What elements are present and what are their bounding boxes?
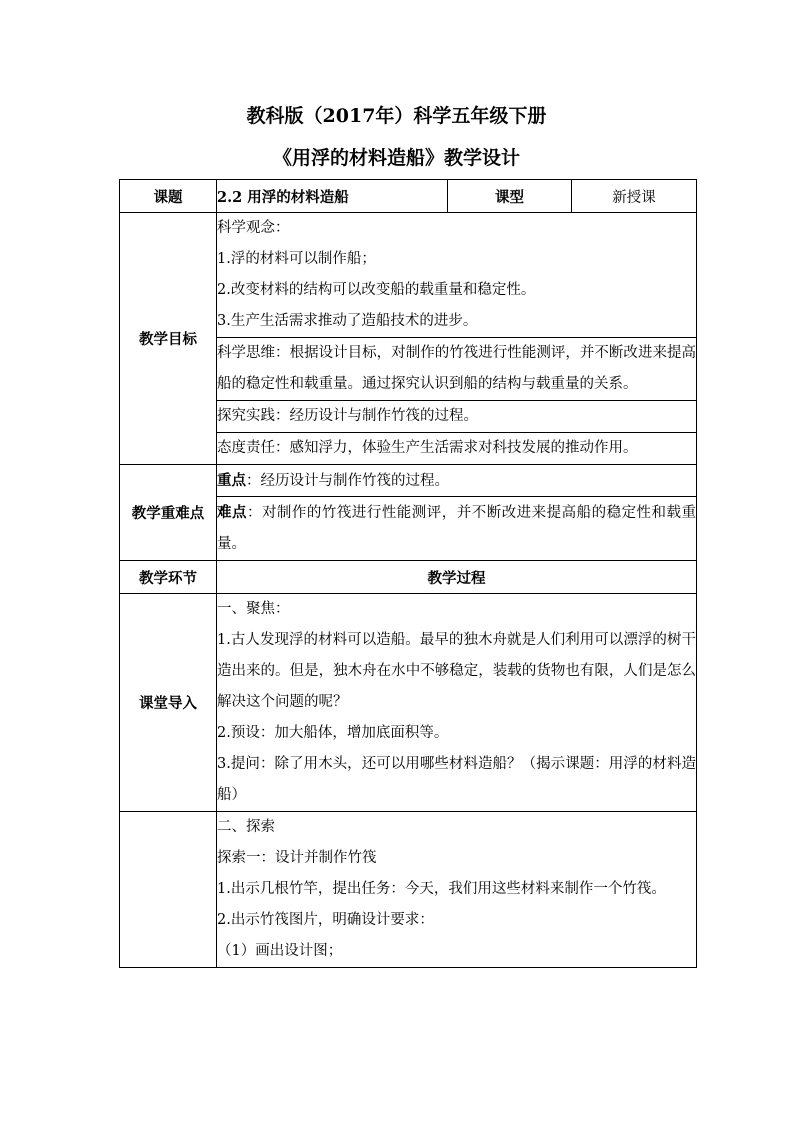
document-title: 教科版（2017年）科学五年级下册: [246, 105, 547, 127]
goals-concept-line: 科学观念：: [217, 220, 290, 236]
document-subtitle: 《用浮的材料造船》教学设计: [272, 147, 520, 169]
lesson-plan-table: [119, 179, 697, 968]
goals-practice-text: 探究实践：经历设计与制作竹筏的过程。: [217, 408, 478, 424]
goals-label: 教学目标: [120, 213, 217, 465]
difficult-content: ：对制作的竹筏进行性能测评，并不断改进来提高船的稳定性和载重量。: [217, 505, 696, 552]
process-header: 教学过程: [217, 561, 697, 594]
explore-line: 2.出示竹筏图片，明确设计要求：: [217, 912, 434, 928]
table-row-topic: [120, 180, 697, 213]
intro-item: 1.古人发现浮的材料可以造船。最早的独木舟就是人们利用可以漂浮的树干造出来的。但是，独木舟在水中不够稳定，装载的货物也有限，人们是怎么解决这个问题的呢？: [217, 632, 696, 710]
explore-label: [120, 812, 217, 968]
keypoint-label: 重点: [217, 472, 246, 489]
keypoint-content: ：经历设计与制作竹筏的过程。: [246, 473, 449, 489]
goals-concept-line: 2.改变材料的结构可以改变船的载重量和稳定性。: [217, 282, 536, 298]
intro-item: 3.提问：除了用木头，还可以用哪些材料造船？（揭示课题：用浮的材料造船）: [217, 756, 696, 803]
explore-line: 1.出示几根竹竿，提出任务：今天，我们用这些材料来制作一个竹筏。: [217, 881, 666, 897]
topic-label: 课题: [120, 180, 217, 213]
difficult-text: [217, 497, 696, 560]
keypoints-label: 教学重难点: [120, 465, 217, 561]
goals-concept-line: 1.浮的材料可以制作船；: [217, 251, 376, 267]
stage-header: 教学环节: [120, 561, 217, 594]
intro-heading: 一、聚焦：: [217, 601, 290, 617]
topic-value: 2.2 用浮的材料造船: [217, 188, 349, 206]
table-row-intro: [120, 594, 697, 812]
table-row-goals-concept: [120, 213, 697, 338]
table-row-keypoint: [120, 465, 697, 497]
explore-line: 二、探索: [217, 819, 275, 835]
keypoint-text: [217, 465, 696, 496]
explore-line: （1）画出设计图；: [217, 943, 343, 959]
type-label: 课型: [448, 180, 572, 213]
intro-item: 2.预设：加大船体，增加底面积等。: [217, 725, 449, 741]
goals-attitude-text: 态度责任：感知浮力，体验生产生活需求对科技发展的推动作用。: [217, 440, 638, 456]
type-value: 新授课: [572, 180, 697, 213]
difficult-label: 难点: [217, 504, 247, 521]
table-row-process-header: [120, 561, 697, 594]
goals-thinking-text: 科学思维：根据设计目标，对制作的竹筏进行性能测评，并不断改进来提高船的稳定性和载重量。通过探究认识到船的结构与载重量的关系。: [217, 345, 696, 392]
intro-label: 课堂导入: [120, 594, 217, 812]
table-row-explore: [120, 812, 697, 968]
goals-concept-line: 3.生产生活需求推动了造船技术的进步。: [217, 313, 478, 329]
explore-line: 探索一：设计并制作竹筏: [217, 850, 377, 866]
